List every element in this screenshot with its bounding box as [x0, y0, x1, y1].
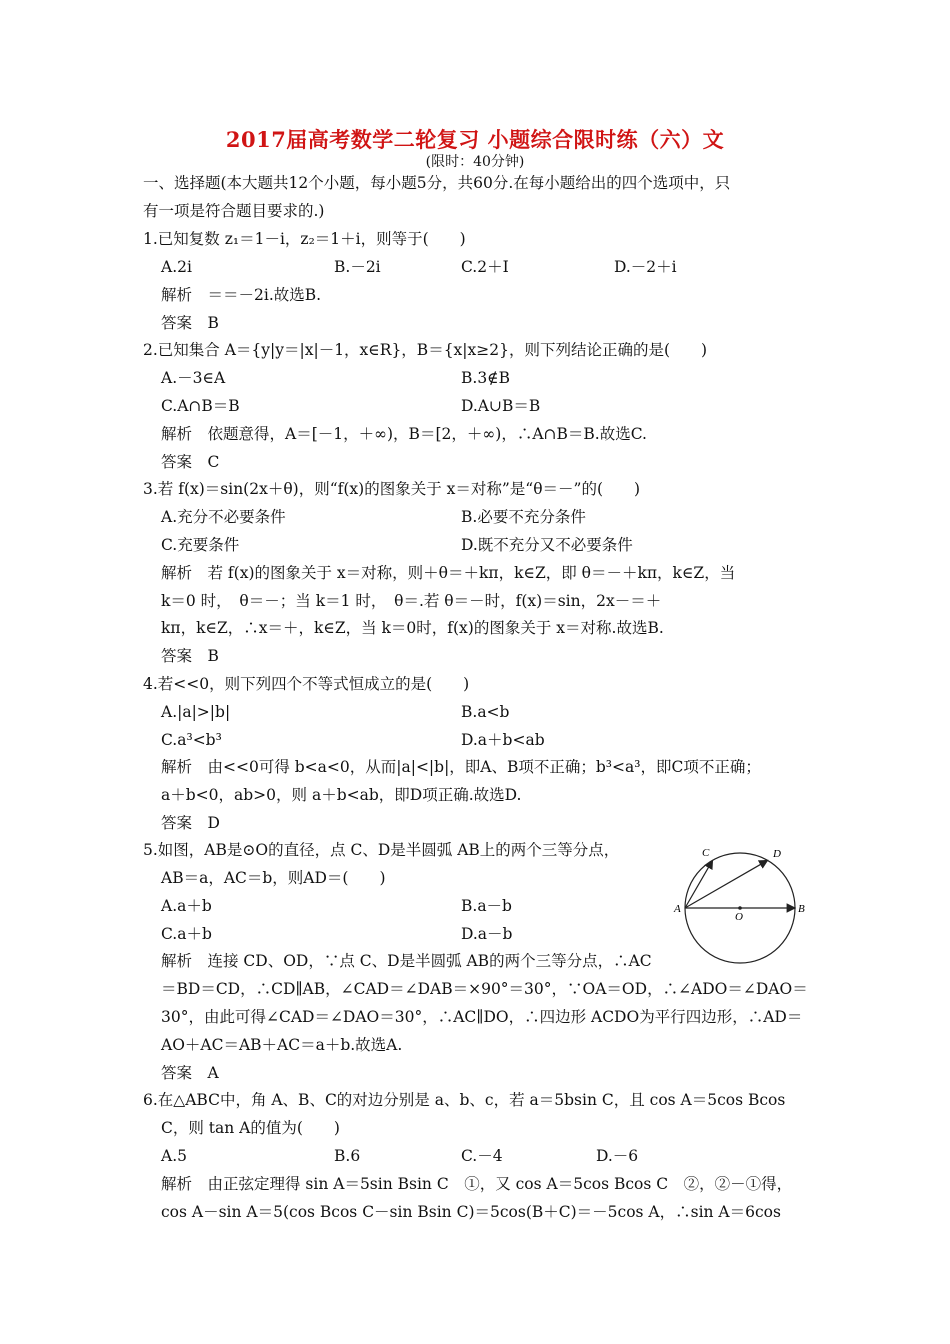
q5-option-a: A.a＋b [161, 897, 212, 915]
q5-option-b: B.a－b [461, 897, 512, 915]
q5-option-c: C.a＋b [161, 925, 212, 943]
q2-option-b: B.3∉B [461, 369, 511, 387]
q4-analysis-line: a＋b<0，ab>0，则 a＋b<ab，即D项正确.故选D. [161, 786, 522, 804]
q1-stem: 1.已知复数 z₁＝1－i，z₂＝1＋i，则等于( ) [143, 230, 466, 248]
q6-option-b: B.6 [334, 1147, 361, 1165]
q6-stem-line: C，则 tan A的值为( ) [161, 1119, 340, 1137]
q2-analysis: 解析 依题意得，A＝[－1，＋∞)，B＝[2，＋∞)，∴A∩B＝B.故选C. [161, 425, 647, 443]
q3-option-d: D.既不充分又不必要条件 [461, 536, 633, 554]
q4-option-a: A.|a|>|b| [161, 703, 231, 721]
q4-option-d: D.a＋b<ab [461, 731, 545, 749]
q1-analysis: 解析 ＝＝－2i.故选B. [161, 286, 322, 304]
q6-option-d: D.－6 [596, 1147, 639, 1165]
vector-ad [685, 860, 768, 908]
q3-analysis-line: kπ，k∈Z，∴x＝＋，k∈Z，当 k＝0时，f(x)的图象关于 x＝对称.故选B. [161, 619, 664, 637]
q3-option-b: B.必要不充分条件 [461, 508, 586, 526]
q2-stem: 2.已知集合 A＝{y|y＝|x|－1，x∈R}，B＝{x|x≥2}，则下列结论正确的是( ) [143, 341, 708, 359]
q5-stem-line: AB＝a，AC＝b，则AD＝( ) [161, 869, 386, 887]
q2-option-a: A.－3∈A [161, 369, 226, 387]
vector-ac [685, 860, 713, 908]
q4-answer: 答案 D [161, 814, 220, 832]
q4-stem: 4.若<<0，则下列四个不等式恒成立的是( ) [143, 675, 470, 693]
circle-diagram [668, 838, 818, 966]
q2-option-d: D.A∪B＝B [461, 397, 541, 415]
q5-analysis-line: 解析 连接 CD、OD，∵点 C、D是半圆弧 AB的两个三等分点，∴AC [161, 952, 652, 970]
page-title: 2017届高考数学二轮复习 小题综合限时练（六）文 [225, 127, 725, 152]
q3-stem: 3.若 f(x)＝sin(2x＋θ)，则“f(x)的图象关于 x＝对称”是“θ＝－”的( ) [143, 480, 641, 498]
q5-option-d: D.a－b [461, 925, 513, 943]
q6-stem-line: 6.在△ABC中，角 A、B、C的对边分别是 a、b、c，若 a＝5bsin C，且 cos A＝5cos Bcos [143, 1091, 786, 1109]
q6-option-c: C.－4 [461, 1147, 503, 1165]
q3-option-c: C.充要条件 [161, 536, 240, 554]
q5-answer: 答案 A [161, 1064, 219, 1082]
q1-option-c: C.2＋I [461, 258, 509, 276]
q3-analysis-line: k＝0 时， θ＝－；当 k＝1 时， θ＝.若 θ＝－时，f(x)＝sin，2x－＝＋ [161, 592, 662, 610]
q4-analysis-line: 解析 由<<0可得 b<a<0，从而|a|<|b|，即A、B项不正确；b³<a³，即C项不正确； [161, 758, 761, 776]
q6-analysis-line: 解析 由正弦定理得 sin A＝5sin Bsin C ①，又 cos A＝5cos Bcos C ②，②－①得， [161, 1175, 793, 1193]
center-point [738, 906, 742, 910]
q5-analysis-line: ＝BD＝CD，∴CD∥AB，∠CAD＝∠DAB＝×90°＝30°，∵OA＝OD，∴∠ADO＝∠DAO＝ [161, 980, 808, 998]
q2-option-c: C.A∩B＝B [161, 397, 240, 415]
q2-answer: 答案 C [161, 453, 220, 471]
q1-option-d: D.－2＋i [614, 258, 677, 276]
section-intro-line: 有一项是符合题目要求的.) [143, 202, 325, 220]
q5-analysis-line: AO＋AC＝AB＋AC＝a＋b.故选A. [161, 1036, 403, 1054]
q6-option-a: A.5 [161, 1147, 187, 1165]
q1-option-a: A.2i [161, 258, 192, 276]
label-c: C [702, 847, 710, 859]
q1-answer: 答案 B [161, 314, 219, 332]
section-intro-line: 一、选择题(本大题共12个小题，每小题5分，共60分.在每小题给出的四个选项中，只 [143, 174, 731, 192]
q4-option-c: C.a³<b³ [161, 731, 222, 749]
q3-answer: 答案 B [161, 647, 219, 665]
q4-option-b: B.a<b [461, 703, 510, 721]
q5-stem-line: 5.如图，AB是⊙O的直径，点 C、D是半圆弧 AB上的两个三等分点， [143, 841, 620, 859]
label-a: A [674, 903, 681, 915]
q6-analysis-line: cos A－sin A＝5(cos Bcos C－sin Bsin C)＝5cos(B＋C)＝－5cos A，∴sin A＝6cos [161, 1203, 781, 1221]
q3-option-a: A.充分不必要条件 [161, 508, 286, 526]
q3-analysis-line: 解析 若 f(x)的图象关于 x＝对称，则＋θ＝＋kπ，k∈Z，即 θ＝－＋kπ，k∈Z，当 [161, 564, 736, 582]
time-limit: (限时：40分钟) [425, 154, 525, 170]
label-o: O [735, 911, 743, 923]
q1-option-b: B.－2i [334, 258, 381, 276]
q5-analysis-line: 30°，由此可得∠CAD＝∠DAO＝30°，∴AC∥DO，∴四边形 ACDO为平行四边形，∴AD＝ [161, 1008, 803, 1026]
label-b: B [798, 903, 805, 915]
label-d: D [773, 848, 781, 860]
